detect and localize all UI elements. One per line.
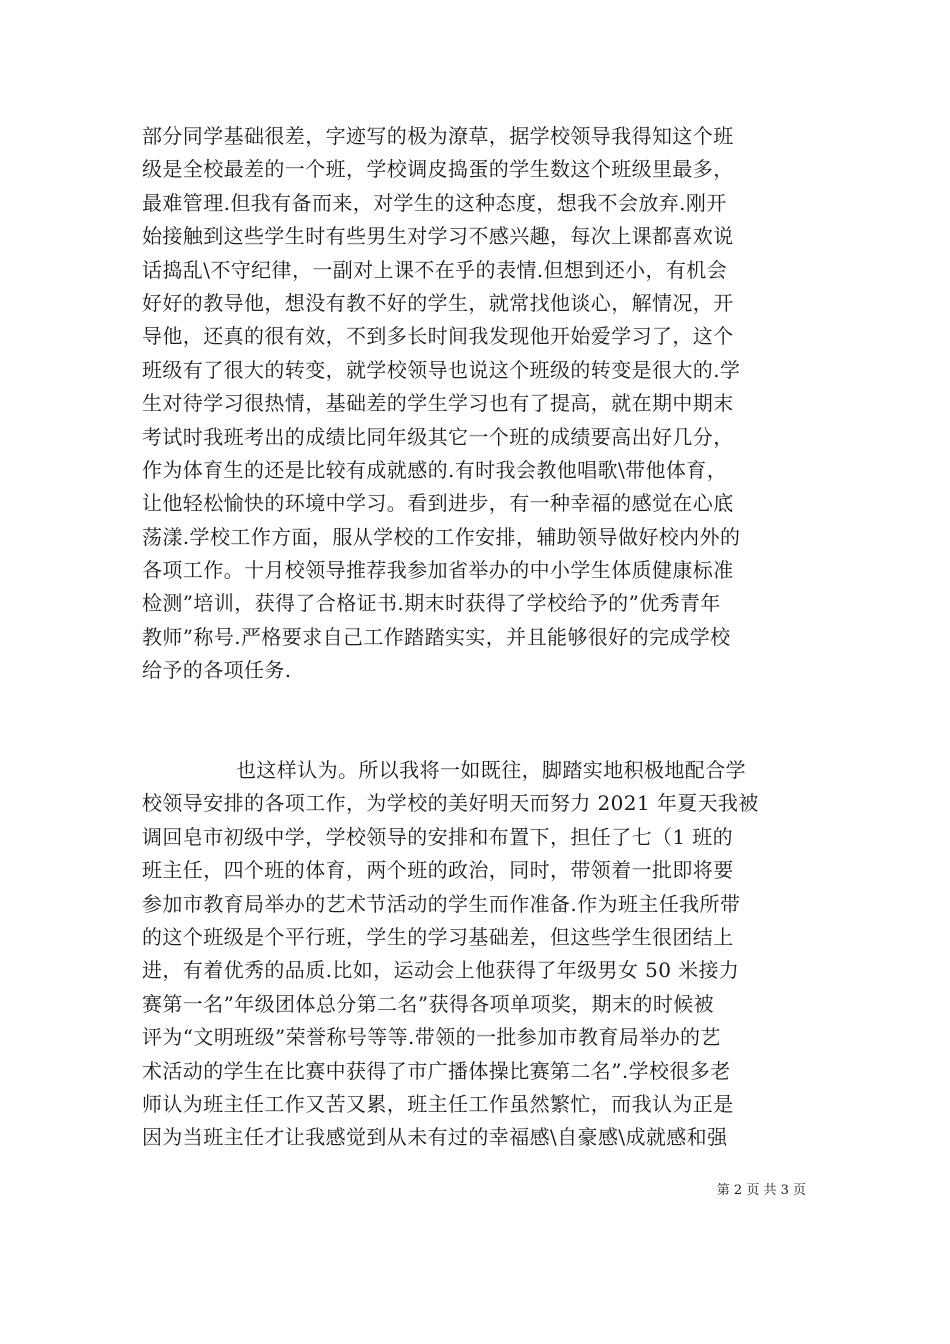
paragraph-line: 检测”培训，获得了合格证书.期末时获得了学校给予的”优秀青年 [142,591,721,616]
paragraph-line: 好好的教导他，想没有教不好的学生，就常找他谈心，解情况，开 [142,290,734,315]
paragraph-2 [142,754,810,1155]
paragraph-line: 师认为班主任工作又苦又累，班主任工作虽然繁忙，而我认为正是 [142,1091,734,1116]
paragraph-line: 进，有着优秀的品质.比如，运动会上他获得了年级男女 50 米接力 [142,958,740,983]
paragraph-line: 调回皂市初级中学，学校领导的安排和布置下，担任了七（1 班的 [142,824,734,849]
paragraph-line: 各项工作。十月校领导推荐我参加省举办的中小学生体质健康标准 [142,558,734,583]
paragraph-line: 级是全校最差的一个班，学校调皮捣蛋的学生数这个班级里最多， [142,157,734,182]
paragraph-line: 教师”称号.严格要求自己工作踏踏实实，并且能够很好的完成学校 [142,624,731,649]
paragraph-line: 的这个班级是个平行班，学生的学习基础差，但这些学生很团结上 [142,924,734,949]
paragraph-line: 班级有了很大的转变，就学校领导也说这个班级的转变是很大的.学 [142,357,741,382]
paragraph-line: 评为“文明班级”荣誉称号等等.带领的一批参加市教育局举办的艺 [142,1025,721,1050]
paragraph-line: 考试时我班考出的成绩比同年级其它一个班的成绩要高出好几分， [142,424,734,449]
paragraph-line: 作为体育生的还是比较有成就感的.有时我会教他唱歌\带他体育， [142,457,728,482]
paragraph-line: 导他，还真的很有效，不到多长时间我发现他开始爱学习了，这个 [142,324,734,349]
paragraph-line: 因为当班主任才让我感觉到从未有过的幸福感\自豪感\成就感和强 [142,1125,728,1150]
paragraph-line: 班主任，四个班的体育，两个班的政治，同时，带领着一批即将要 [142,858,734,883]
paragraph-line: 始接触到这些学生时有些男生对学习不感兴趣，每次上课都喜欢说 [142,224,734,249]
paragraph-line: 荡漾.学校工作方面，服从学校的工作安排，辅助领导做好校内外的 [142,524,741,549]
paragraph-line: 参加市教育局举办的艺术节活动的学生而作准备.作为班主任我所带 [142,891,741,916]
paragraph-line: 术活动的学生在比赛中获得了市广播体操比赛第二名”.学校很多老 [142,1058,731,1083]
paragraph-line: 让他轻松愉快的环境中学习。看到进步，有一种幸福的感觉在心底 [142,491,734,516]
page-number: 第 2 页 共 3 页 [716,1183,806,1198]
paragraph-line: 生对待学习很热情，基础差的学生学习也有了提高，就在期中期末 [142,391,734,416]
paragraph-line: 最难管理.但我有备而来，对学生的这种态度，想我不会放弃.刚开 [142,190,727,215]
paragraph-1 [142,120,810,688]
paragraph-line: 校领导安排的各项工作，为学校的美好明天而努力 2021 年夏天我被 [142,791,759,816]
paragraph-line: 赛第一名”年级团体总分第二名”获得各项单项奖，期末的时候被 [142,991,715,1016]
paragraph-line: 话捣乱\不守纪律，一副对上课不在乎的表情.但想到还小，有机会 [142,257,728,282]
paragraph-line: 也这样认为。所以我将一如既往，脚踏实地积极地配合学 [236,758,746,782]
paragraph-line: 部分同学基础很差，字迹写的极为潦草，据学校领导我得知这个班 [142,124,734,148]
paragraph-line: 给予的各项任务. [142,658,292,683]
